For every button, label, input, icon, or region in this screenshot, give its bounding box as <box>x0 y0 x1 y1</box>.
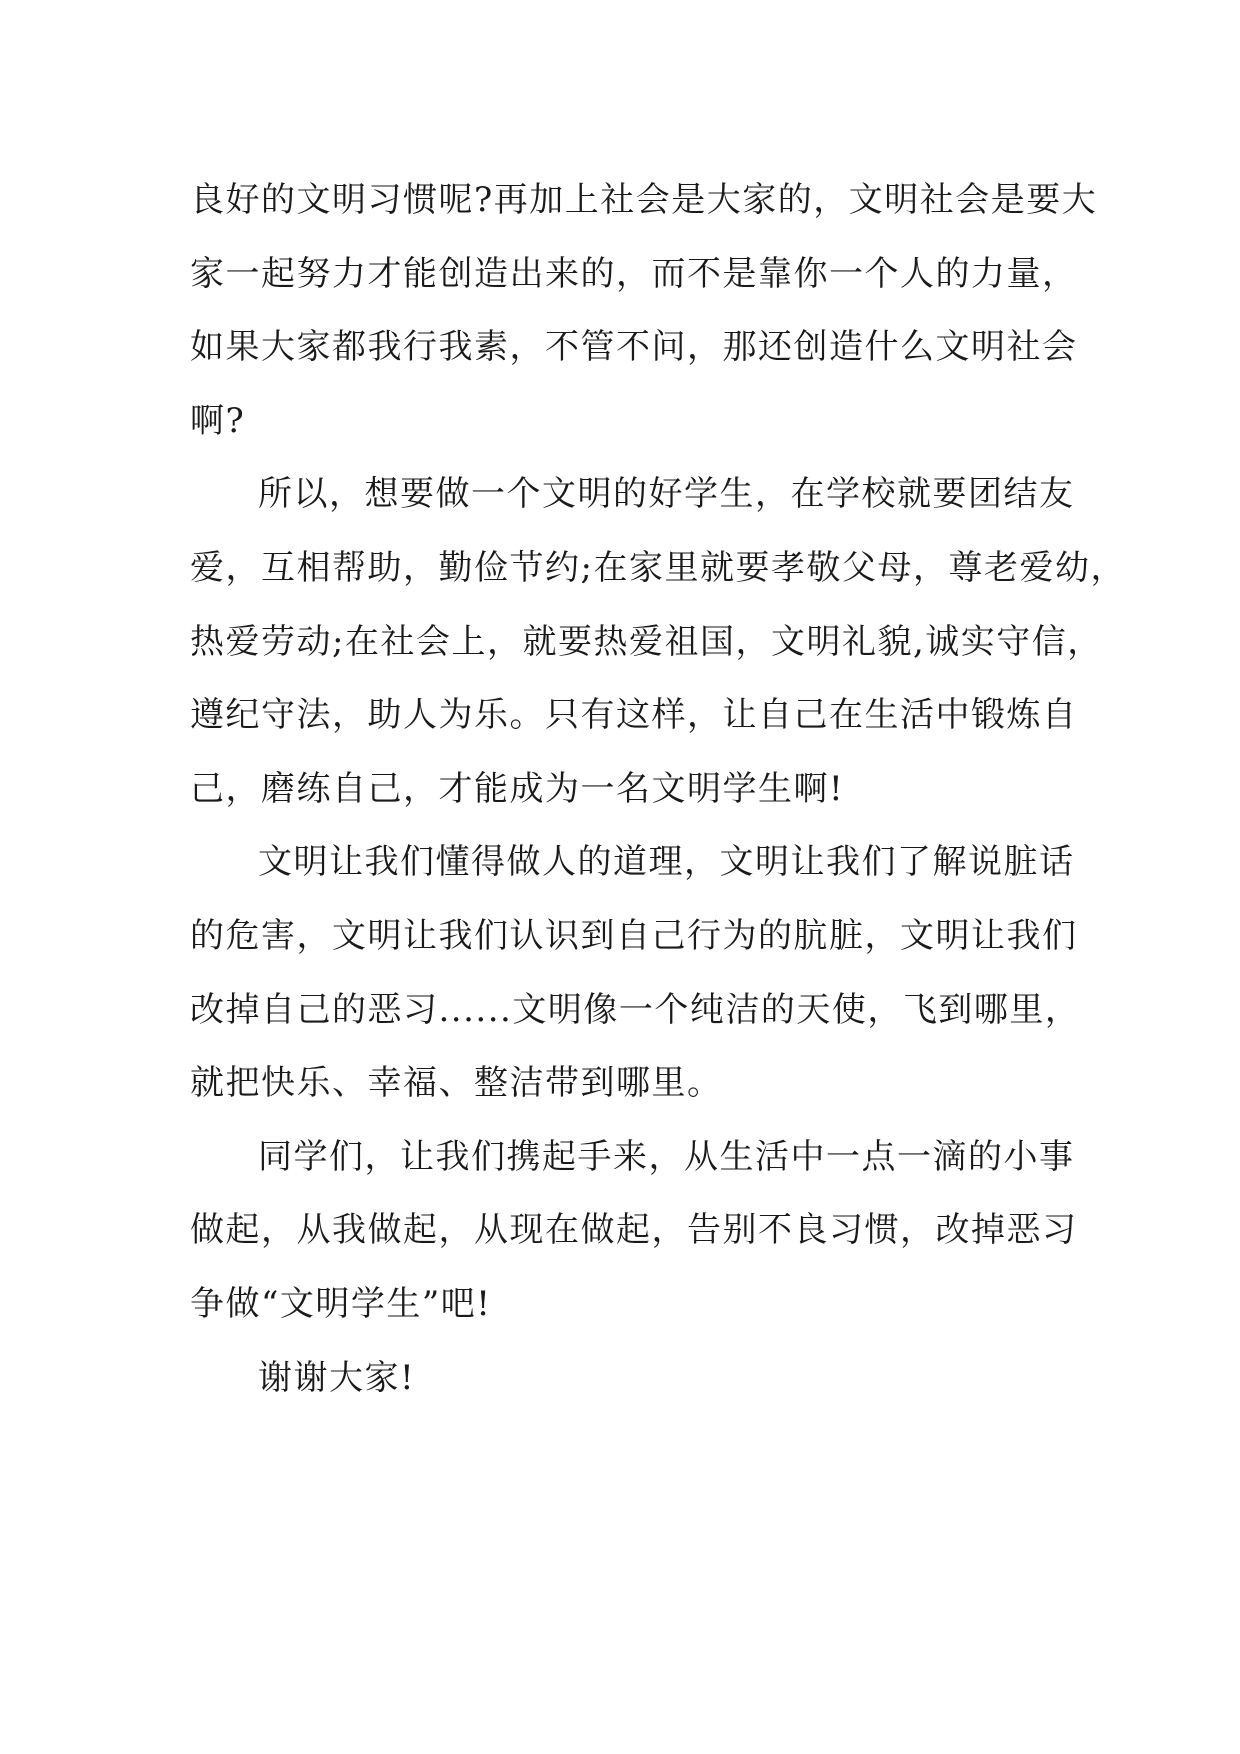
text-line: 家一起努力才能创造出来的，而不是靠你一个人的力量， <box>190 253 1078 294</box>
paragraph-start-line: 所以，想要做一个文明的好学生，在学校就要团结友 <box>258 474 1075 515</box>
paragraph-start-line: 文明让我们懂得做人的道理，文明让我们了解说脏话 <box>258 842 1075 883</box>
text-line: 就把快乐、幸福、整洁带到哪里。 <box>190 1063 723 1104</box>
text-line: 争做“文明学生”吧! <box>190 1283 492 1324</box>
text-line: 改掉自己的恶习......文明像一个纯洁的天使，飞到哪里， <box>190 989 1081 1030</box>
text-line: 良好的文明习惯呢?再加上社会是大家的，文明社会是要大 <box>190 180 1098 220</box>
paragraph-start-line: 同学们，让我们携起手来，从生活中一点一滴的小事 <box>258 1136 1075 1177</box>
text-line: 做起，从我做起，从现在做起，告别不良习惯，改掉恶习 <box>190 1210 1078 1251</box>
text-line: 热爱劳动;在社会上，就要热爱祖国，文明礼貌,诚实守信， <box>190 621 1103 662</box>
closing-line: 谢谢大家! <box>258 1357 416 1398</box>
body-text <box>190 164 1126 1415</box>
text-line: 爱，互相帮助，勤俭节约;在家里就要孝敬父母，尊老爱幼， <box>190 547 1126 588</box>
text-line: 己，磨练自己，才能成为一名文明学生啊! <box>190 768 845 809</box>
text-line: 的危害，文明让我们认识到自己行为的肮脏，文明让我们 <box>190 915 1078 956</box>
text-line: 如果大家都我行我素，不管不问，那还创造什么文明社会 <box>190 327 1078 368</box>
text-line: 啊? <box>190 400 246 441</box>
text-line: 遵纪守法，助人为乐。只有这样，让自己在生活中锻炼自 <box>190 695 1078 736</box>
